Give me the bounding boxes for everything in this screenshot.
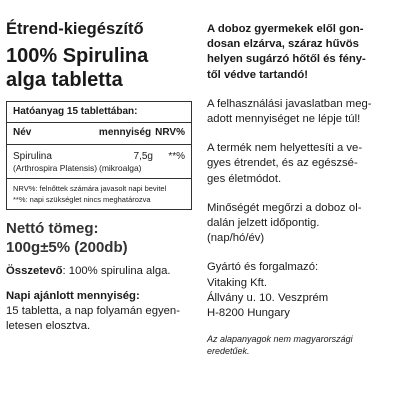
header-amount: mennyiség — [98, 127, 152, 138]
product-title — [6, 44, 194, 92]
storage-warning-line: től védve tartandó! — [207, 68, 309, 81]
ingredient-name: Spirulina — [13, 151, 52, 162]
diet-notice-line: A termék nem helyettesíti a ve- — [207, 142, 363, 155]
nutrition-row — [13, 150, 185, 163]
origin-notice — [207, 333, 393, 357]
best-before-line: (nap/hó/év) — [207, 232, 265, 245]
manufacturer-info — [207, 260, 393, 321]
product-title-line-1: 100% Spirulina — [6, 45, 149, 67]
manufacturer-line: Állvány u. 10. Veszprém — [207, 291, 329, 304]
dose-warning-line: A felhasználási javaslatban meg- — [207, 97, 372, 110]
composition-label: Összetevő — [6, 265, 63, 277]
origin-line: eredetűek. — [207, 346, 250, 357]
dose-warning — [207, 97, 393, 127]
storage-warning-line: dosan elzárva, száraz hűvös — [207, 38, 359, 51]
header-name: Név — [13, 127, 32, 138]
composition-text: : 100% spirulina alga. — [62, 265, 171, 277]
nutrition-divider — [7, 178, 191, 179]
origin-line: Az alapanyagok nem magyarországi — [207, 334, 353, 345]
storage-warning-line: A doboz gyermekek elől gon- — [207, 23, 364, 35]
ingredient-latin-name: (Arthrospira Platensis) — [13, 163, 98, 173]
diet-notice-line: ges életmódot. — [207, 172, 282, 185]
best-before-notice — [207, 201, 393, 247]
daily-dose-line-2: letesen elosztva. — [6, 320, 91, 332]
nutrition-header-row — [13, 126, 185, 140]
best-before-line: dalán jelzett időpontig. — [207, 217, 320, 230]
nutrition-divider — [7, 122, 191, 123]
storage-warning — [207, 22, 393, 83]
nutrition-divider — [7, 144, 191, 145]
left-column — [6, 18, 194, 334]
diet-notice — [207, 141, 393, 187]
nutrition-table — [6, 101, 192, 210]
manufacturer-line: H-8200 Hungary — [207, 307, 290, 320]
product-type: Étrend-kiegészítő — [6, 20, 144, 38]
nrv-undefined-note: **%: napi szükséglet nincs meghatározva — [13, 195, 151, 204]
ingredient-nrv: **% — [168, 151, 185, 162]
right-column — [207, 22, 393, 357]
manufacturer-line: Gyártó és forgalmazó: — [207, 261, 319, 274]
product-title-line-2: alga tabletta — [6, 69, 123, 91]
best-before-line: Minőségét megőrzi a doboz ol- — [207, 201, 362, 214]
nutrition-caption: Hatóanyag 15 tablettában: — [13, 106, 138, 117]
manufacturer-line: Vitaking Kft. — [207, 276, 268, 289]
composition — [6, 264, 194, 279]
nutrition-sub-row — [13, 163, 185, 174]
daily-dose-line-1: 15 tabletta, a nap folyamán egyen- — [6, 305, 180, 317]
storage-warning-line: helyen sugárzó hőtől és fény- — [207, 53, 366, 66]
dose-warning-line: adott mennyiséget ne lépje túl! — [207, 113, 361, 126]
nrv-note: NRV%: felnőttek számára javasolt napi bevitel — [13, 184, 167, 193]
ingredient-amount: 7,5g — [133, 151, 153, 162]
daily-dose-label: Napi ajánlott mennyiség: — [6, 290, 140, 302]
net-weight-value: 100g±5% (200db) — [6, 239, 128, 256]
daily-dose — [6, 289, 194, 334]
header-nrv: NRV% — [155, 127, 185, 138]
net-weight-label: Nettó tömeg: — [6, 220, 99, 237]
ingredient-form: (mikroalga) — [99, 163, 142, 173]
diet-notice-line: gyes étrendet, és az egészsé- — [207, 157, 358, 170]
